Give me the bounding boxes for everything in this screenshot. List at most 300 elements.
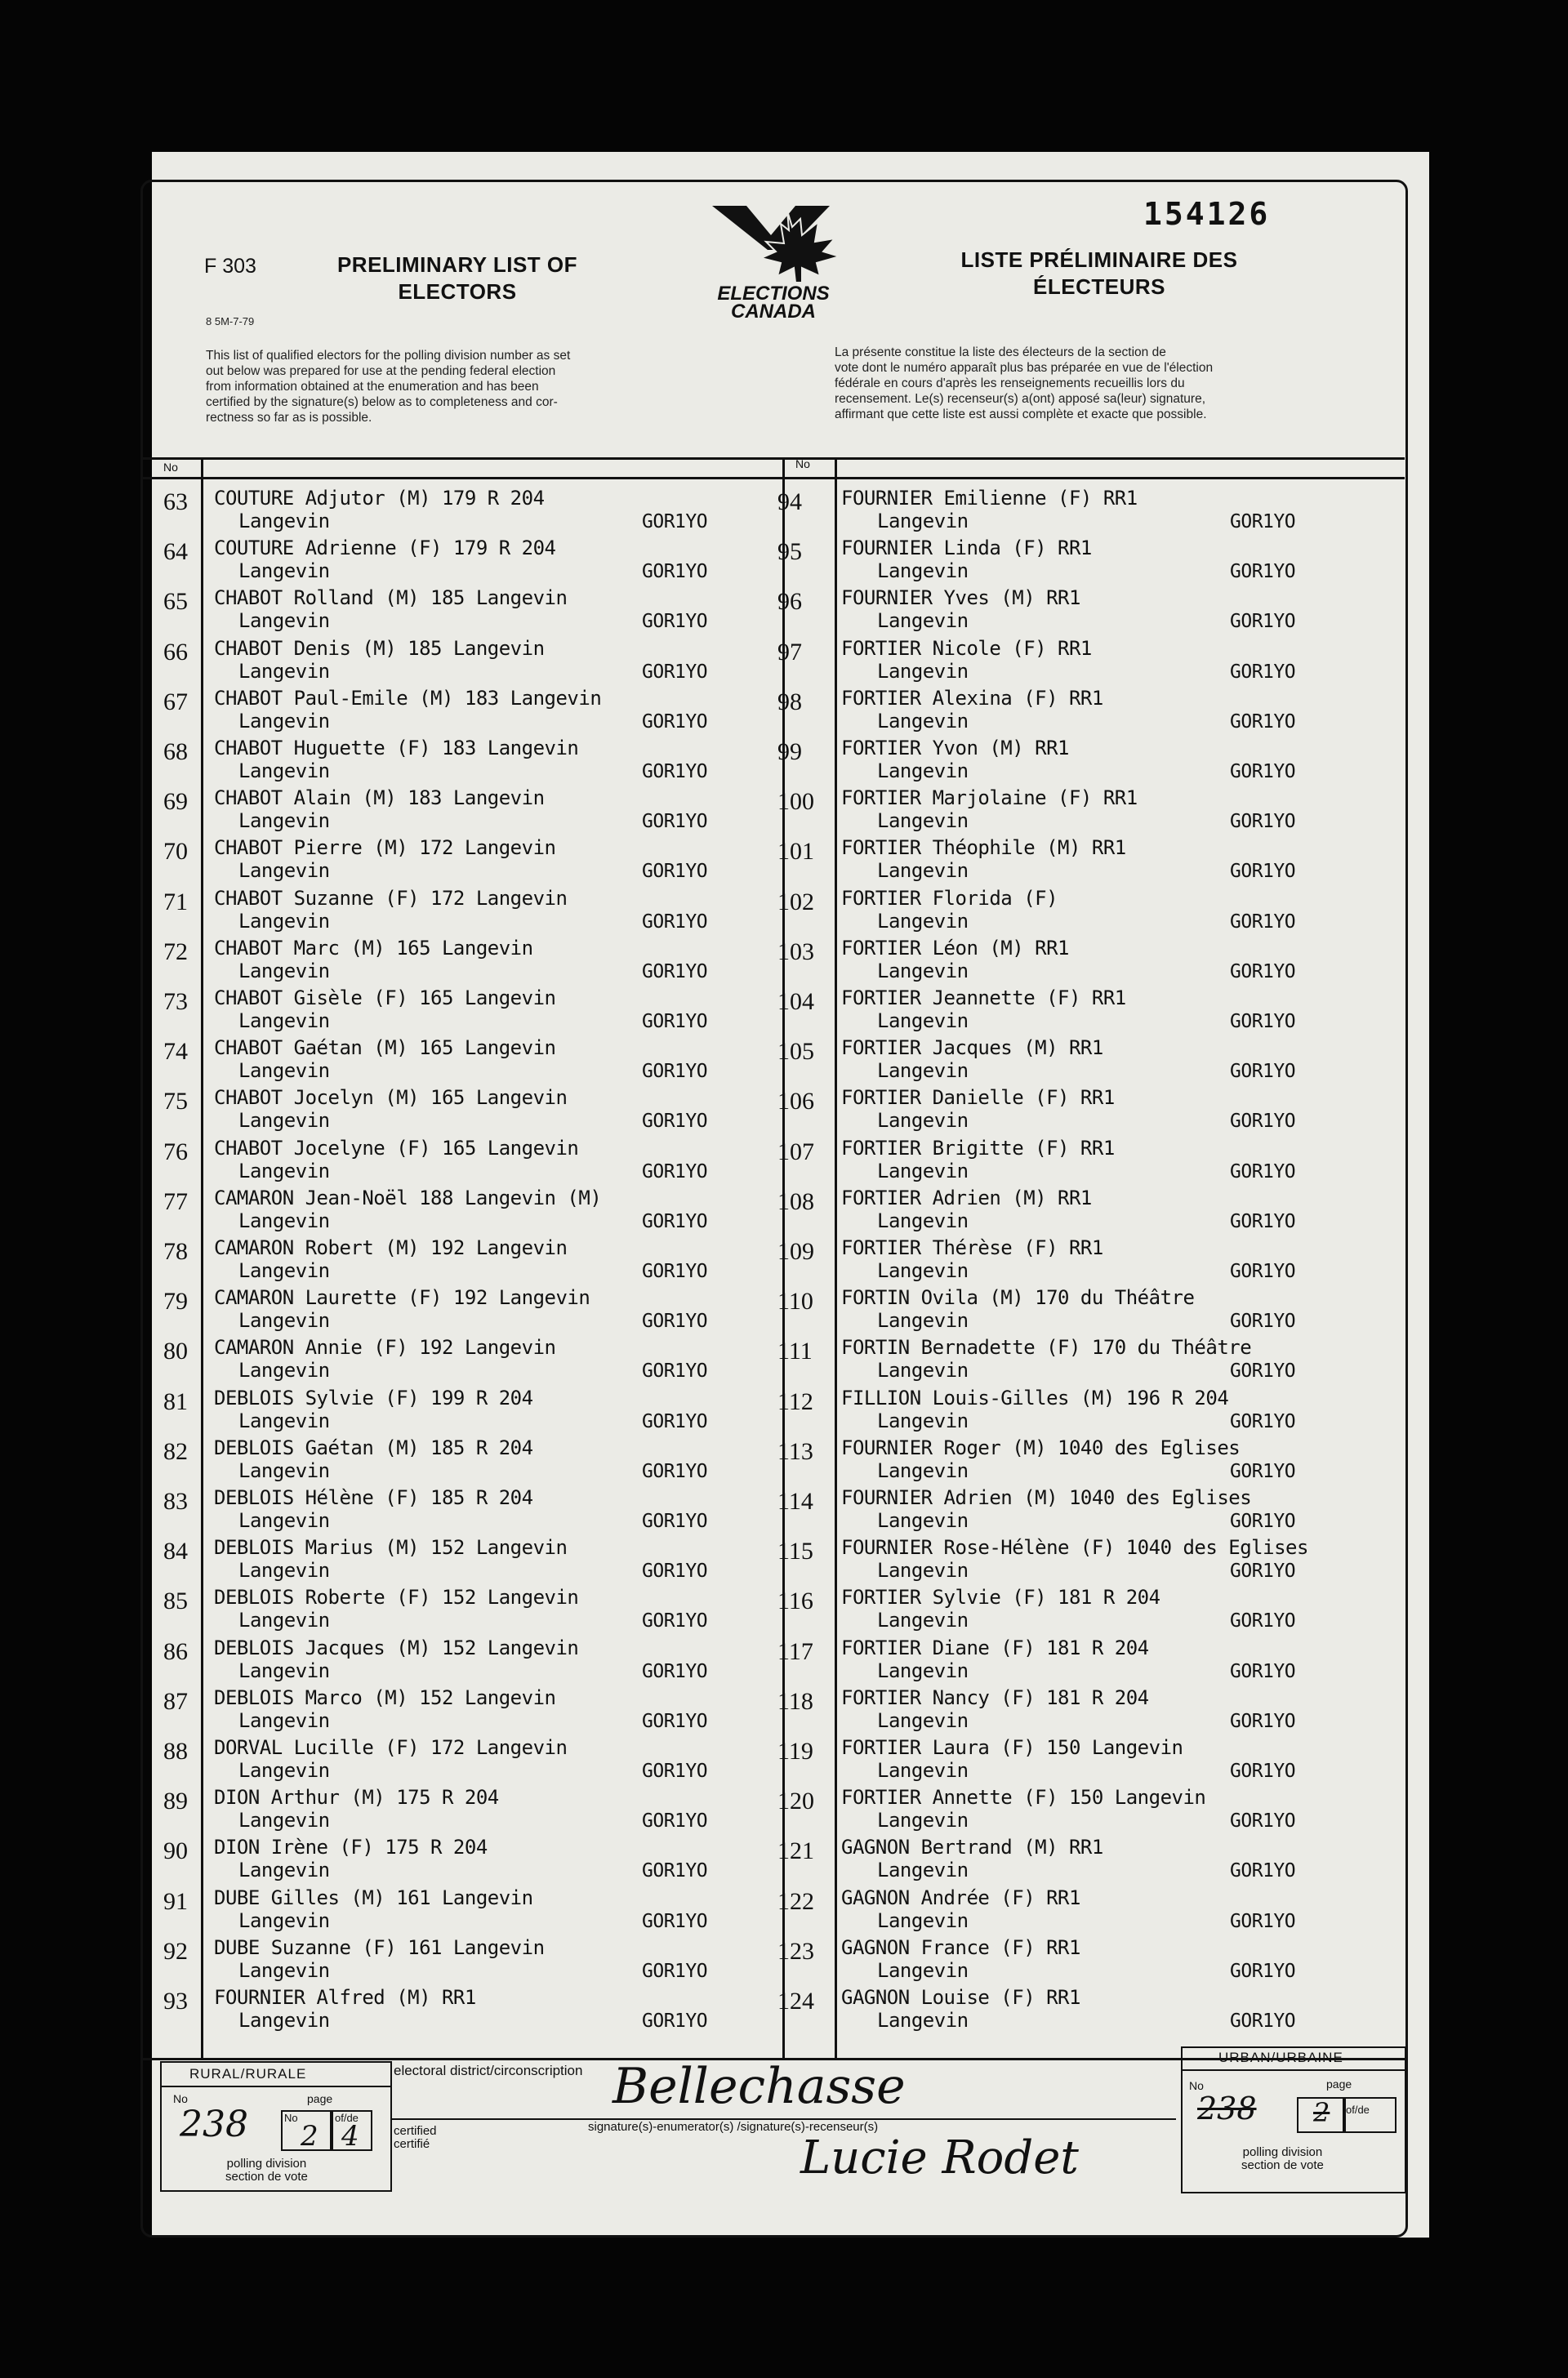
elector-postal-code: GOR1YO — [1230, 561, 1296, 583]
elector-locality: Langevin — [238, 1908, 330, 1932]
elector-number: 86 — [163, 1637, 188, 1665]
elector-locality: Langevin — [238, 1159, 330, 1182]
rural-page-label: page — [307, 2092, 333, 2105]
rural-polling-label-fr: section de vote — [225, 2170, 308, 2184]
elector-name: CAMARON Laurette (F) 192 Langevin — [214, 1286, 590, 1310]
urban-page-label: page — [1326, 2077, 1352, 2091]
elector-name: FORTIER Yvon (M) RR1 — [841, 737, 1069, 759]
elector-number: 69 — [163, 788, 188, 816]
elector-name: FORTIER Brigitte (F) RR1 — [841, 1136, 1115, 1160]
elector-postal-code: GOR1YO — [1230, 1360, 1296, 1383]
elector-locality: Langevin — [877, 1458, 969, 1482]
elector-number: 99 — [777, 738, 802, 765]
elector-postal-code: GOR1YO — [642, 1410, 708, 1432]
urban-polling-label-fr: section de vote — [1241, 2158, 1324, 2172]
elector-name: CHABOT Jocelyn (M) 165 Langevin — [214, 1086, 568, 1110]
elector-postal-code: GOR1YO — [1230, 1011, 1296, 1032]
elector-postal-code: GOR1YO — [642, 1160, 708, 1182]
elector-postal-code: GOR1YO — [1230, 911, 1296, 933]
intro-en — [206, 348, 712, 425]
elector-number: 119 — [777, 1738, 813, 1765]
elector-postal-code: GOR1YO — [1230, 1410, 1296, 1432]
elector-postal-code: GOR1YO — [1230, 1960, 1296, 1982]
elector-locality: Langevin — [238, 759, 330, 782]
urban-page-struck: 2 — [1313, 2097, 1330, 2128]
elector-number: 120 — [777, 1788, 814, 1815]
elector-postal-code: GOR1YO — [1230, 1511, 1296, 1532]
elector-number: 105 — [777, 1038, 814, 1066]
elector-name: CHABOT Denis (M) 185 Langevin — [214, 636, 545, 660]
elector-name: CHABOT Suzanne (F) 172 Langevin — [214, 886, 568, 910]
elector-locality: Langevin — [238, 510, 330, 532]
elector-locality: Langevin — [877, 1958, 969, 1982]
elector-name: FORTIER Diane (F) 181 R 204 — [841, 1636, 1149, 1659]
elector-name: FORTIER Laura (F) 150 Langevin — [841, 1736, 1183, 1759]
title-fr-line1: LISTE PRÉLIMINAIRE DES — [960, 247, 1238, 272]
elector-number: 73 — [163, 988, 188, 1015]
elector-postal-code: GOR1YO — [1230, 1610, 1296, 1632]
signature-label: signature(s)-enumerator(s) /signature(s)-recenseur(s) — [588, 2120, 879, 2134]
elector-locality: Langevin — [238, 709, 330, 733]
rural-label: RURAL/RURALE — [189, 2066, 307, 2082]
rural-polling-number: 238 — [180, 2104, 248, 2145]
elector-locality: Langevin — [877, 510, 969, 532]
elector-locality: Langevin — [877, 559, 969, 583]
elector-locality: Langevin — [877, 1509, 969, 1532]
elector-name: DEBLOIS Hélène (F) 185 R 204 — [214, 1486, 533, 1509]
elector-number: 124 — [777, 1988, 814, 2015]
elector-name: GAGNON France (F) RR1 — [841, 1935, 1080, 1959]
elector-number: 95 — [777, 538, 802, 566]
elector-locality: Langevin — [238, 1509, 330, 1532]
elector-postal-code: GOR1YO — [642, 1360, 708, 1383]
elector-name: FORTIN Ovila (M) 170 du Théâtre — [841, 1286, 1195, 1310]
elector-name: FOURNIER Alfred (M) RR1 — [214, 1986, 476, 2009]
elector-locality: Langevin — [877, 1859, 969, 1882]
elections-canada-logo — [696, 203, 851, 323]
elector-number: 83 — [163, 1488, 188, 1515]
elector-number: 123 — [777, 1937, 814, 1965]
left-no-header: No — [163, 461, 178, 474]
elector-name: CHABOT Rolland (M) 185 Langevin — [214, 586, 568, 610]
elector-locality: Langevin — [238, 1708, 330, 1732]
title-fr — [928, 247, 1271, 301]
elector-locality: Langevin — [238, 1458, 330, 1482]
elector-locality: Langevin — [877, 1708, 969, 1732]
elector-postal-code: GOR1YO — [1230, 761, 1296, 782]
elector-postal-code: GOR1YO — [1230, 611, 1296, 633]
rural-of-label: of/de — [335, 2112, 359, 2124]
elector-postal-code: GOR1YO — [1230, 1660, 1296, 1682]
elector-name: GAGNON Andrée (F) RR1 — [841, 1886, 1080, 1909]
elector-number: 92 — [163, 1937, 188, 1965]
elector-number: 85 — [163, 1588, 188, 1615]
elector-number: 100 — [777, 788, 814, 816]
elector-locality: Langevin — [877, 2009, 969, 2032]
elector-name: GAGNON Louise (F) RR1 — [841, 1986, 1080, 2009]
elector-number: 79 — [163, 1288, 188, 1316]
intro-en-line: out below was prepared for use at the pending federal election — [206, 364, 556, 378]
elector-name: GAGNON Bertrand (M) RR1 — [841, 1836, 1103, 1859]
elector-locality: Langevin — [238, 1409, 330, 1432]
elector-locality: Langevin — [877, 1359, 969, 1383]
elector-locality: Langevin — [877, 1009, 969, 1032]
elector-locality: Langevin — [238, 559, 330, 583]
elector-postal-code: GOR1YO — [642, 1810, 708, 1832]
elector-postal-code: GOR1YO — [1230, 1860, 1296, 1882]
elector-postal-code: GOR1YO — [642, 1261, 708, 1282]
rural-page-no-label: No — [284, 2112, 298, 2124]
elector-number: 112 — [777, 1387, 813, 1415]
elector-locality: Langevin — [877, 1759, 969, 1782]
elector-postal-code: GOR1YO — [642, 2011, 708, 2032]
elector-postal-code: GOR1YO — [642, 1011, 708, 1032]
elector-postal-code: GOR1YO — [642, 1111, 708, 1133]
elector-postal-code: GOR1YO — [642, 1860, 708, 1882]
elector-name: CHABOT Jocelyne (F) 165 Langevin — [214, 1136, 579, 1160]
elector-postal-code: GOR1YO — [642, 1061, 708, 1083]
elector-number: 87 — [163, 1687, 188, 1715]
elector-locality: Langevin — [877, 609, 969, 633]
elector-postal-code: GOR1YO — [1230, 1710, 1296, 1732]
rural-no-label: No — [173, 2092, 188, 2105]
elector-locality: Langevin — [238, 2009, 330, 2032]
elector-postal-code: GOR1YO — [642, 1610, 708, 1632]
urban-no-label: No — [1189, 2079, 1204, 2092]
elector-name: CHABOT Alain (M) 183 Langevin — [214, 786, 545, 810]
elector-postal-code: GOR1YO — [1230, 1111, 1296, 1133]
elector-number: 71 — [163, 888, 188, 915]
elector-number: 107 — [777, 1138, 814, 1165]
elector-number: 76 — [163, 1138, 188, 1165]
elector-postal-code: GOR1YO — [642, 960, 708, 982]
elector-postal-code: GOR1YO — [642, 1210, 708, 1232]
elector-number: 66 — [163, 638, 188, 666]
elector-name: DEBLOIS Jacques (M) 152 Langevin — [214, 1636, 579, 1659]
elector-number: 111 — [777, 1338, 813, 1365]
urban-polling-label — [1241, 2146, 1324, 2172]
elector-name: FORTIN Bernadette (F) 170 du Théâtre — [841, 1336, 1252, 1360]
elector-locality: Langevin — [238, 1059, 330, 1083]
elector-number: 98 — [777, 688, 802, 715]
elector-locality: Langevin — [238, 909, 330, 933]
elector-postal-code: GOR1YO — [642, 911, 708, 933]
elector-postal-code: GOR1YO — [1230, 1810, 1296, 1832]
print-code: 8 5M-7-79 — [206, 315, 255, 327]
elector-postal-code: GOR1YO — [1230, 710, 1296, 733]
elector-postal-code: GOR1YO — [642, 1460, 708, 1482]
form-number: F 303 — [204, 255, 256, 278]
elector-locality: Langevin — [877, 1309, 969, 1333]
elector-number: 81 — [163, 1387, 188, 1415]
elector-postal-code: GOR1YO — [642, 1910, 708, 1932]
elector-name: DEBLOIS Marius (M) 152 Langevin — [214, 1536, 568, 1560]
elector-name: FORTIER Adrien (M) RR1 — [841, 1186, 1092, 1209]
elector-name: FORTIER Jacques (M) RR1 — [841, 1036, 1103, 1060]
elector-number: 65 — [163, 588, 188, 616]
elector-postal-code: GOR1YO — [642, 1960, 708, 1982]
rural-polling-label — [225, 2158, 308, 2184]
elector-number: 64 — [163, 538, 188, 566]
elector-locality: Langevin — [877, 659, 969, 683]
elector-number: 122 — [777, 1887, 814, 1915]
urban-polling-number-struck: 238 — [1197, 2091, 1257, 2126]
rural-label-rule — [160, 2086, 390, 2087]
elector-locality: Langevin — [238, 1009, 330, 1032]
elector-number: 97 — [777, 638, 802, 666]
elector-name: CAMARON Robert (M) 192 Langevin — [214, 1236, 568, 1259]
elector-number: 116 — [777, 1588, 813, 1615]
intro-en-line: This list of qualified electors for the polling division number as set — [206, 349, 571, 363]
elector-locality: Langevin — [877, 809, 969, 833]
elector-name: FORTIER Nancy (F) 181 R 204 — [841, 1686, 1149, 1709]
elector-number: 90 — [163, 1837, 188, 1865]
elector-number: 72 — [163, 937, 188, 965]
elector-number: 67 — [163, 688, 188, 715]
elector-number: 113 — [777, 1437, 813, 1465]
elector-name: FOURNIER Roger (M) 1040 des Eglises — [841, 1436, 1241, 1459]
intro-fr-line: affirmant que cette liste est aussi complète et exacte que possible. — [835, 407, 1207, 421]
elector-name: CAMARON Annie (F) 192 Langevin — [214, 1336, 556, 1360]
urban-label: URBAN/URBAINE — [1218, 2050, 1343, 2065]
district-label: electoral district/circonscription — [394, 2063, 583, 2078]
elector-name: CHABOT Marc (M) 165 Langevin — [214, 936, 533, 960]
certified-label — [394, 2125, 437, 2151]
urban-label-rule — [1181, 2069, 1405, 2071]
elector-number: 94 — [777, 488, 802, 515]
elector-number: 109 — [777, 1238, 814, 1265]
elector-number: 84 — [163, 1538, 188, 1565]
elector-number: 121 — [777, 1837, 814, 1865]
elector-postal-code: GOR1YO — [1230, 1311, 1296, 1333]
maple-leaf-x-icon — [696, 203, 851, 284]
elector-number: 117 — [777, 1637, 813, 1665]
rural-page-value: 2 — [301, 2120, 318, 2153]
elector-name: FOURNIER Yves (M) RR1 — [841, 586, 1080, 610]
urban-of-label: of/de — [1346, 2104, 1370, 2116]
elector-number: 110 — [777, 1288, 813, 1316]
elector-postal-code: GOR1YO — [1230, 511, 1296, 532]
elector-locality: Langevin — [877, 1209, 969, 1232]
elector-postal-code: GOR1YO — [1230, 1061, 1296, 1083]
certified-label-fr: certifié — [394, 2137, 430, 2151]
elector-number: 114 — [777, 1488, 813, 1515]
elector-name: FORTIER Théophile (M) RR1 — [841, 836, 1126, 860]
elector-locality: Langevin — [877, 1109, 969, 1133]
elector-name: FORTIER Thérèse (F) RR1 — [841, 1236, 1103, 1259]
elector-number: 91 — [163, 1887, 188, 1915]
elector-number: 104 — [777, 988, 814, 1015]
elector-name: FORTIER Nicole (F) RR1 — [841, 636, 1092, 660]
elector-number: 101 — [777, 838, 814, 866]
elector-locality: Langevin — [877, 1809, 969, 1832]
elector-postal-code: GOR1YO — [1230, 1761, 1296, 1782]
elector-name: DION Irène (F) 175 R 204 — [214, 1836, 488, 1859]
elector-name: FOURNIER Rose-Hélène (F) 1040 des Eglises — [841, 1536, 1308, 1560]
elector-locality: Langevin — [877, 959, 969, 982]
elector-postal-code: GOR1YO — [642, 1561, 708, 1583]
elector-locality: Langevin — [877, 1559, 969, 1583]
elector-postal-code: GOR1YO — [1230, 960, 1296, 982]
elector-locality: Langevin — [238, 859, 330, 883]
elector-locality: Langevin — [877, 1259, 969, 1282]
elector-name: CHABOT Huguette (F) 183 Langevin — [214, 737, 579, 759]
elector-postal-code: GOR1YO — [1230, 1561, 1296, 1583]
elector-postal-code: GOR1YO — [642, 861, 708, 883]
elector-postal-code: GOR1YO — [642, 661, 708, 683]
elector-postal-code: GOR1YO — [1230, 661, 1296, 683]
elector-postal-code: GOR1YO — [642, 611, 708, 633]
elector-locality: Langevin — [238, 1609, 330, 1632]
elector-postal-code: GOR1YO — [642, 761, 708, 782]
intro-en-line: certified by the signature(s) below as to completeness and cor- — [206, 395, 558, 409]
elector-name: COUTURE Adjutor (M) 179 R 204 — [214, 487, 545, 510]
title-fr-line2: ÉLECTEURS — [1033, 274, 1165, 299]
elector-locality: Langevin — [877, 859, 969, 883]
elector-locality: Langevin — [877, 1059, 969, 1083]
elector-name: DEBLOIS Gaétan (M) 185 R 204 — [214, 1436, 533, 1459]
elector-name: FORTIER Léon (M) RR1 — [841, 936, 1069, 960]
elector-name: CHABOT Pierre (M) 172 Langevin — [214, 836, 556, 860]
elector-name: CHABOT Gaétan (M) 165 Langevin — [214, 1036, 556, 1060]
elector-postal-code: GOR1YO — [642, 1761, 708, 1782]
title-en-line2: ELECTORS — [398, 279, 517, 304]
elector-postal-code: GOR1YO — [642, 1311, 708, 1333]
elector-name: FORTIER Florida (F) — [841, 886, 1058, 910]
elector-number: 102 — [777, 888, 814, 915]
elector-number: 88 — [163, 1738, 188, 1765]
title-en-line1: PRELIMINARY LIST OF — [336, 252, 578, 277]
elector-name: DUBE Suzanne (F) 161 Langevin — [214, 1935, 545, 1959]
elector-postal-code: GOR1YO — [642, 561, 708, 583]
intro-en-line: from information obtained at the enumeration and has been — [206, 380, 539, 394]
elector-name: DEBLOIS Sylvie (F) 199 R 204 — [214, 1386, 533, 1409]
elector-postal-code: GOR1YO — [1230, 861, 1296, 883]
elector-number: 89 — [163, 1788, 188, 1815]
elector-postal-code: GOR1YO — [1230, 2011, 1296, 2032]
elector-locality: Langevin — [877, 1409, 969, 1432]
rural-polling-label-en: polling division — [226, 2157, 307, 2171]
elector-number: 63 — [163, 488, 188, 515]
elector-locality: Langevin — [238, 1209, 330, 1232]
elector-name: DORVAL Lucille (F) 172 Langevin — [214, 1736, 568, 1759]
elector-postal-code: GOR1YO — [1230, 1210, 1296, 1232]
elector-name: FORTIER Sylvie (F) 181 R 204 — [841, 1586, 1160, 1610]
elector-postal-code: GOR1YO — [1230, 1460, 1296, 1482]
elector-locality: Langevin — [238, 1958, 330, 1982]
elector-number: 70 — [163, 838, 188, 866]
right-no-column-rule — [835, 457, 837, 2058]
elector-locality: Langevin — [238, 659, 330, 683]
elector-name: CHABOT Paul-Emile (M) 183 Langevin — [214, 686, 602, 710]
elector-locality: Langevin — [238, 1309, 330, 1333]
elector-number: 106 — [777, 1088, 814, 1116]
elector-locality: Langevin — [877, 1659, 969, 1682]
elector-name: FORTIER Annette (F) 150 Langevin — [841, 1786, 1206, 1810]
elector-number: 96 — [777, 588, 802, 616]
elector-number: 118 — [777, 1687, 813, 1715]
elector-postal-code: GOR1YO — [642, 1710, 708, 1732]
elector-number: 103 — [777, 937, 814, 965]
elector-number: 68 — [163, 738, 188, 765]
intro-fr-line: recensement. Le(s) recenseur(s) a(ont) apposé sa(leur) signature, — [835, 392, 1206, 406]
enumerator-signature: Lucie Rodet — [800, 2131, 1079, 2184]
logo-line2: CANADA — [731, 301, 816, 323]
elector-name: FOURNIER Adrien (M) 1040 des Eglises — [841, 1486, 1252, 1509]
right-no-header: No — [795, 457, 810, 470]
intro-fr-line: La présente constitue la liste des électeurs de la section de — [835, 345, 1166, 359]
elector-locality: Langevin — [877, 909, 969, 933]
elector-name: FORTIER Marjolaine (F) RR1 — [841, 786, 1138, 810]
elector-locality: Langevin — [238, 1109, 330, 1133]
elector-name: FILLION Louis-Gilles (M) 196 R 204 — [841, 1386, 1229, 1409]
elector-postal-code: GOR1YO — [642, 511, 708, 532]
elector-postal-code: GOR1YO — [642, 710, 708, 733]
elector-number: 75 — [163, 1088, 188, 1116]
elector-name: DEBLOIS Marco (M) 152 Langevin — [214, 1686, 556, 1709]
urban-polling-label-en: polling division — [1242, 2145, 1323, 2159]
elector-locality: Langevin — [238, 959, 330, 982]
elector-name: FORTIER Danielle (F) RR1 — [841, 1086, 1115, 1110]
elector-number: 82 — [163, 1437, 188, 1465]
elector-number: 77 — [163, 1187, 188, 1215]
elector-postal-code: GOR1YO — [1230, 811, 1296, 833]
district-handwritten: Bellechasse — [612, 2058, 906, 2115]
title-en — [310, 252, 604, 305]
elector-name: FOURNIER Linda (F) RR1 — [841, 537, 1092, 560]
elector-locality: Langevin — [877, 1908, 969, 1932]
elector-number: 78 — [163, 1238, 188, 1265]
elector-locality: Langevin — [238, 1359, 330, 1383]
elector-name: CHABOT Gisèle (F) 165 Langevin — [214, 986, 556, 1009]
elector-postal-code: GOR1YO — [1230, 1910, 1296, 1932]
intro-fr — [835, 345, 1349, 422]
elector-number: 80 — [163, 1338, 188, 1365]
elector-locality: Langevin — [238, 1859, 330, 1882]
elector-locality: Langevin — [238, 809, 330, 833]
elector-postal-code: GOR1YO — [1230, 1261, 1296, 1282]
elector-locality: Langevin — [238, 1759, 330, 1782]
elector-postal-code: GOR1YO — [642, 1660, 708, 1682]
elector-locality: Langevin — [238, 1809, 330, 1832]
certified-label-en: certified — [394, 2124, 437, 2138]
elector-postal-code: GOR1YO — [642, 811, 708, 833]
elector-postal-code: GOR1YO — [1230, 1160, 1296, 1182]
elector-locality: Langevin — [877, 1159, 969, 1182]
elector-locality: Langevin — [238, 1559, 330, 1583]
logo-line1: ELECTIONS — [717, 283, 830, 305]
elector-name: FOURNIER Emilienne (F) RR1 — [841, 487, 1138, 510]
elector-name: FORTIER Alexina (F) RR1 — [841, 686, 1103, 710]
elector-name: FORTIER Jeannette (F) RR1 — [841, 986, 1126, 1009]
elector-number: 115 — [777, 1538, 813, 1565]
elector-name: DUBE Gilles (M) 161 Langevin — [214, 1886, 533, 1909]
elector-name: DEBLOIS Roberte (F) 152 Langevin — [214, 1586, 579, 1610]
elector-locality: Langevin — [238, 1659, 330, 1682]
elector-name: COUTURE Adrienne (F) 179 R 204 — [214, 537, 556, 560]
table-top-rule — [140, 457, 1405, 460]
elector-number: 108 — [777, 1187, 814, 1215]
table-header-rule — [140, 477, 1405, 479]
elector-locality: Langevin — [877, 1609, 969, 1632]
elector-locality: Langevin — [877, 709, 969, 733]
intro-en-line: rectness so far as is possible. — [206, 411, 372, 425]
elector-number: 74 — [163, 1038, 188, 1066]
intro-fr-line: fédérale en cours d'après les renseignements recueillis lors du — [835, 376, 1185, 390]
rural-of-value: 4 — [341, 2120, 359, 2153]
elector-number: 93 — [163, 1988, 188, 2015]
serial-number: 154126 — [1143, 196, 1271, 232]
